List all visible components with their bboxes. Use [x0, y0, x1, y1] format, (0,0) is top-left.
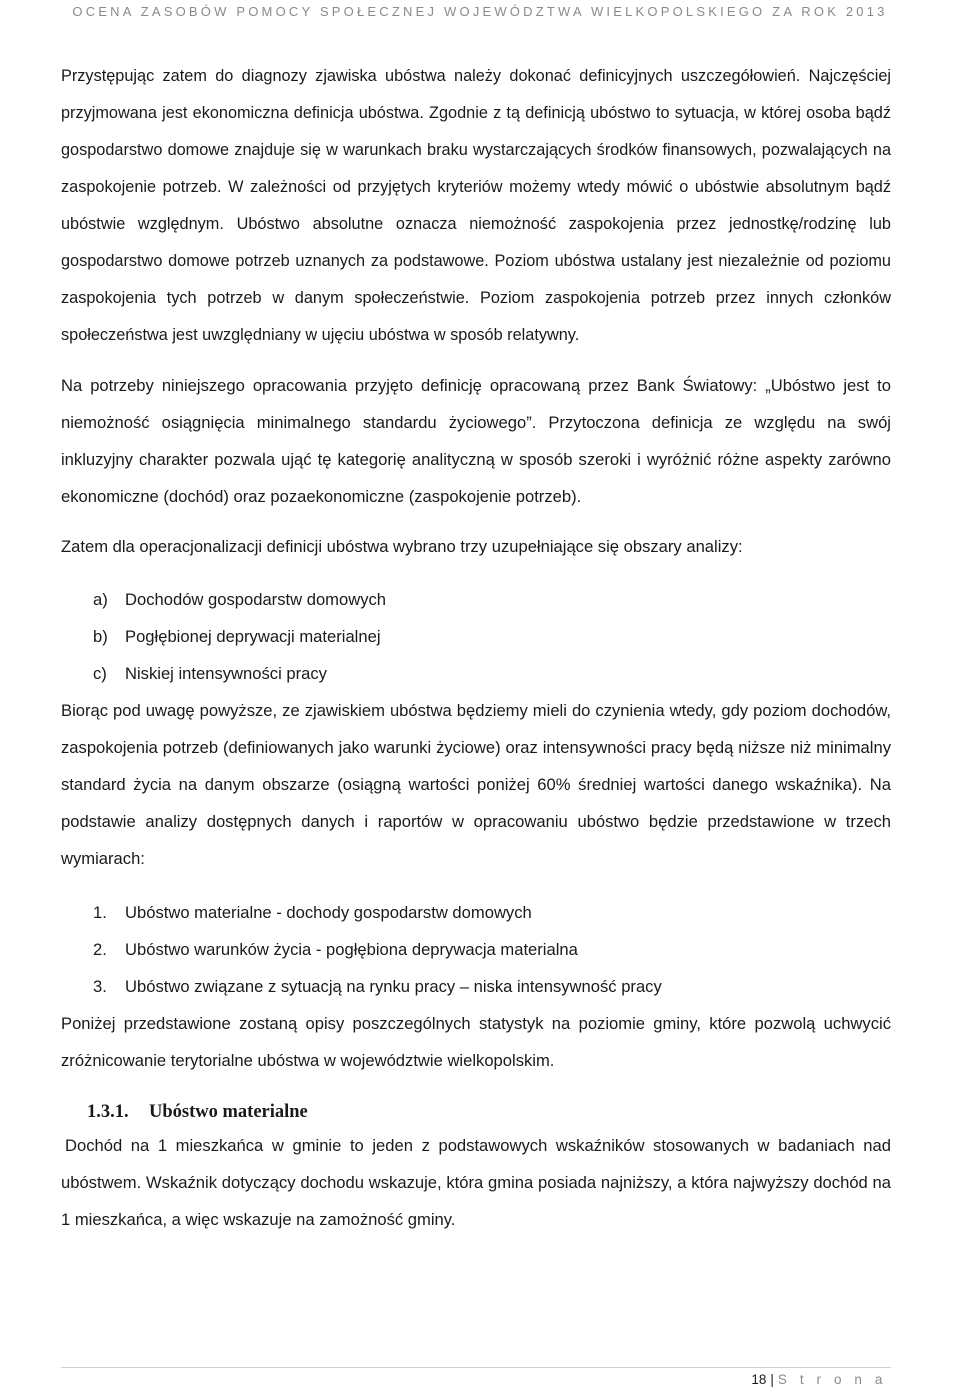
paragraph-definition-part-1: Przystępując zatem do diagnozy zjawiska ubóstwa należy dokonać definicyjnych uszczegółowień. Najczęściej przyjmowana jest ekonomiczna definicja ubóstwa. Zgodnie z tą definicją ubóstwo to sytuacja, w której osoba bądź gospodarstwo domowe znajduje się w warunkach braku wystarczających środków finansowych, pozwalających na zaspokojenie potrzeb. — [61, 67, 891, 196]
paragraph-income-text: Dochód na 1 mieszkańca w gminie to jeden z podstawowych wskaźników stosowanych w badaniach nad ubóstwem. Wskaźnik dotyczący dochodu wskazuje, która gmina posiada najniższy, a która najwyższy dochód na 1 mieszkańca, a więc wskazuje na zamożność gminy. — [61, 1136, 891, 1229]
list-item — [93, 618, 891, 655]
paragraph-statistics-intro: Poniżej przedstawione zostaną opisy poszczególnych statystyk na poziomie gminy, które pozwolą uchwycić zróżnicowanie terytorialne ubóstwa w województwie wielkopolskim. — [61, 1014, 891, 1070]
list-item-text: Ubóstwo warunków życia - pogłębiona deprywacja materialna — [125, 940, 578, 959]
list-item-text: Ubóstwo związane z sytuacją na rynku pracy – niska intensywność pracy — [125, 977, 662, 996]
list-item-text: Dochodów gospodarstw domowych — [125, 590, 387, 609]
list-item-label: a) — [93, 590, 108, 609]
page-footer — [751, 1371, 887, 1389]
footer-divider — [61, 1367, 891, 1368]
list-item-label: b) — [93, 627, 108, 646]
list-item — [93, 655, 891, 692]
section-number: 1.3.1. — [87, 1102, 129, 1122]
section-heading — [87, 1097, 891, 1127]
paragraph-income — [61, 1127, 891, 1238]
list-item-text: Pogłębionej deprywacji materialnej — [125, 627, 381, 646]
list-item-label: 1. — [93, 903, 107, 922]
list-item — [93, 968, 891, 1005]
paragraph-poverty-threshold: Biorąc pod uwagę powyższe, ze zjawiskiem ubóstwa będziemy mieli do czynienia wtedy, gdy poziom dochodów, zaspokojenia potrzeb (definiowanych jako warunki życiowe) oraz intensywności pracy będą niższe niż minimalny standard życia na danym obszarze (osiągną wartości poniżej 60% średniej wartości danego wskaźnika). Na podstawie analizy dostępnych danych i raportów w opracowaniu ubóstwo będzie przedstawione w trzech wymiarach: — [61, 701, 891, 868]
footer-separator: | — [770, 1372, 774, 1387]
paragraph-world-bank: Na potrzeby niniejszego opracowania przyjęto definicję opracowaną przez Bank Światowy: „Ubóstwo jest to niemożność osiągnięcia minimalnego standardu życiowego”. Przytoczona definicja ze względu na swój inkluzyjny charakter pozwala ująć tę kategorię analityczną w sposób szeroki i wyróżnić różne aspekty zarówno ekonomiczne (dochód) oraz pozaekonomiczne (zaspokojenie potrzeb). — [61, 376, 891, 506]
running-header: OCENA ZASOBÓW POMOCY SPOŁECZNEJ WOJEWÓDZTWA WIELKOPOLSKIEGO ZA ROK 2013 — [72, 4, 888, 19]
list-item-text: Niskiej intensywności pracy — [125, 664, 327, 683]
section-title: Ubóstwo materialne — [149, 1102, 308, 1122]
list-item-label: 3. — [93, 977, 107, 996]
paragraph-definition — [61, 58, 891, 354]
page-body — [61, 58, 891, 1238]
paragraph-definition-part-2: W zależności od przyjętych kryteriów możemy wtedy mówić o ubóstwie absolutnym bądź ubóstwie względnym. Ubóstwo absolutne oznacza niemożność zaspokojenia przez jednostkę/rodzinę lub gospodarstwo domowe potrzeb uznanych za podstawowe. Poziom ubóstwa ustalany jest niezależnie od poziomu zaspokojenia tych potrzeb w danym społeczeństwie. Poziom zaspokojenia potrzeb przez innych członków społeczeństwa jest uwzględniany w ujęciu ubóstwa w sposób relatywny. — [61, 178, 891, 344]
paragraph-analysis-areas: Zatem dla operacjonalizacji definicji ubóstwa wybrano trzy uzupełniające się obszary analizy: — [61, 537, 743, 556]
list-item-label: 2. — [93, 940, 107, 959]
list-item-text: Ubóstwo materialne - dochody gospodarstw domowych — [125, 903, 532, 922]
page-number: 18 — [751, 1372, 767, 1387]
page-word: S t r o n a — [777, 1372, 887, 1387]
analysis-areas-list — [93, 581, 891, 692]
list-item — [93, 894, 891, 931]
list-item — [93, 931, 891, 968]
list-item-label: c) — [93, 664, 107, 683]
poverty-dimensions-list — [93, 894, 891, 1005]
list-item — [93, 581, 891, 618]
